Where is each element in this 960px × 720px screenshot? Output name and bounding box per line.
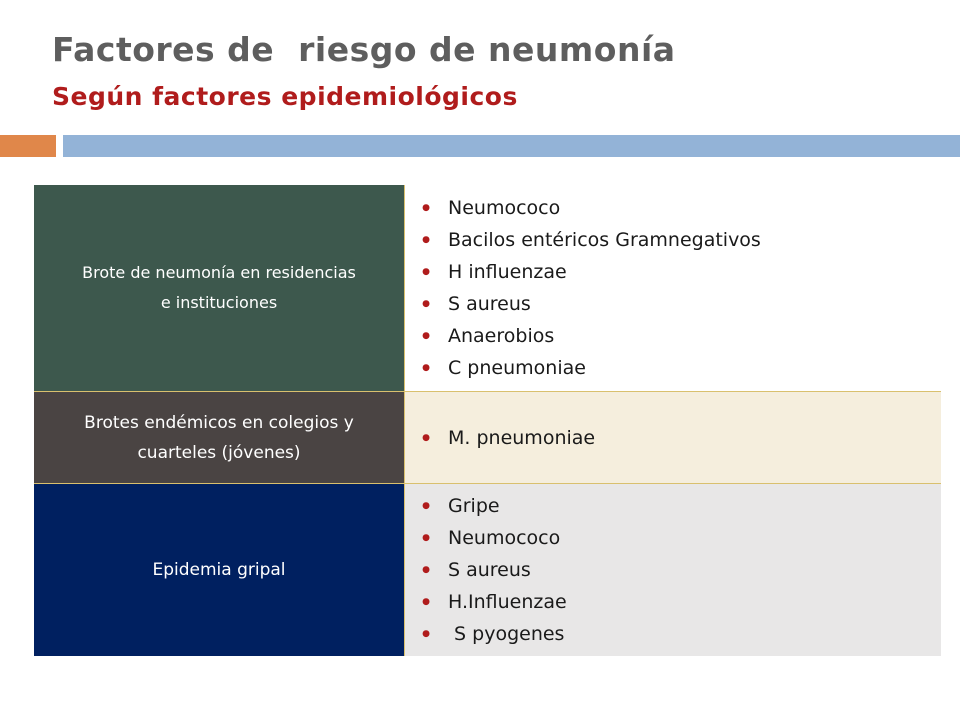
bullet-icon: ● xyxy=(422,363,430,373)
category-label-line: e instituciones xyxy=(160,293,278,312)
bullet-icon: ● xyxy=(422,533,430,543)
pathogen-label: Gripe xyxy=(448,495,500,517)
list-item xyxy=(421,522,941,554)
bullet-icon: ● xyxy=(422,432,430,443)
table-row xyxy=(34,185,941,391)
list-item xyxy=(421,618,941,650)
pathogen-label: S aureus xyxy=(448,559,531,581)
category-label-line: Epidemia gripal xyxy=(152,560,286,580)
list-item xyxy=(421,586,941,618)
pathogen-label: M. pneumoniae xyxy=(448,426,596,449)
list-item xyxy=(421,288,941,320)
risk-factors-table xyxy=(34,185,941,656)
list-item xyxy=(421,256,941,288)
table-row xyxy=(34,391,941,483)
bullet-icon: ● xyxy=(422,331,430,341)
category-label-line: Brotes endémicos en colegios y xyxy=(84,412,354,433)
bullet-icon: ● xyxy=(422,267,430,277)
slide-subtitle: Según factores epidemiológicos xyxy=(52,82,518,111)
pathogen-list xyxy=(405,185,941,391)
list-item xyxy=(421,554,941,586)
pathogen-label: Bacilos entéricos Gramnegativos xyxy=(448,229,761,251)
pathogen-label: Neumococo xyxy=(448,527,561,549)
list-item xyxy=(421,352,941,384)
list-item xyxy=(421,422,941,454)
bullet-icon: ● xyxy=(422,299,430,309)
category-label-line: Brote de neumonía en residencias xyxy=(82,263,356,282)
list-item xyxy=(421,320,941,352)
list-item xyxy=(421,224,941,256)
header-divider-bar xyxy=(63,135,960,157)
category-label-line: cuarteles (jóvenes) xyxy=(137,442,301,463)
list-item xyxy=(421,192,941,224)
pathogen-label: C pneumoniae xyxy=(448,357,586,379)
bullet-icon: ● xyxy=(422,203,430,213)
list-item xyxy=(421,490,941,522)
bullet-icon: ● xyxy=(422,235,430,245)
row-category-cell xyxy=(34,484,405,656)
pathogen-list xyxy=(405,392,941,483)
pathogen-label: Neumococo xyxy=(448,197,561,219)
bullet-icon: ● xyxy=(422,597,430,607)
pathogen-label: H influenzae xyxy=(448,261,567,283)
bullet-icon: ● xyxy=(422,629,430,639)
row-category-cell xyxy=(34,185,405,391)
pathogen-label: H.Influenzae xyxy=(448,591,567,613)
table-row xyxy=(34,483,941,656)
pathogen-list xyxy=(405,484,941,656)
pathogen-label: Anaerobios xyxy=(448,325,555,347)
row-category-cell xyxy=(34,392,405,483)
accent-bar xyxy=(0,135,56,157)
bullet-icon: ● xyxy=(422,565,430,575)
bullet-icon: ● xyxy=(422,501,430,511)
pathogen-label: S aureus xyxy=(448,293,531,315)
slide-title: Factores de riesgo de neumonía xyxy=(52,30,676,69)
pathogen-label: S pyogenes xyxy=(448,623,565,645)
